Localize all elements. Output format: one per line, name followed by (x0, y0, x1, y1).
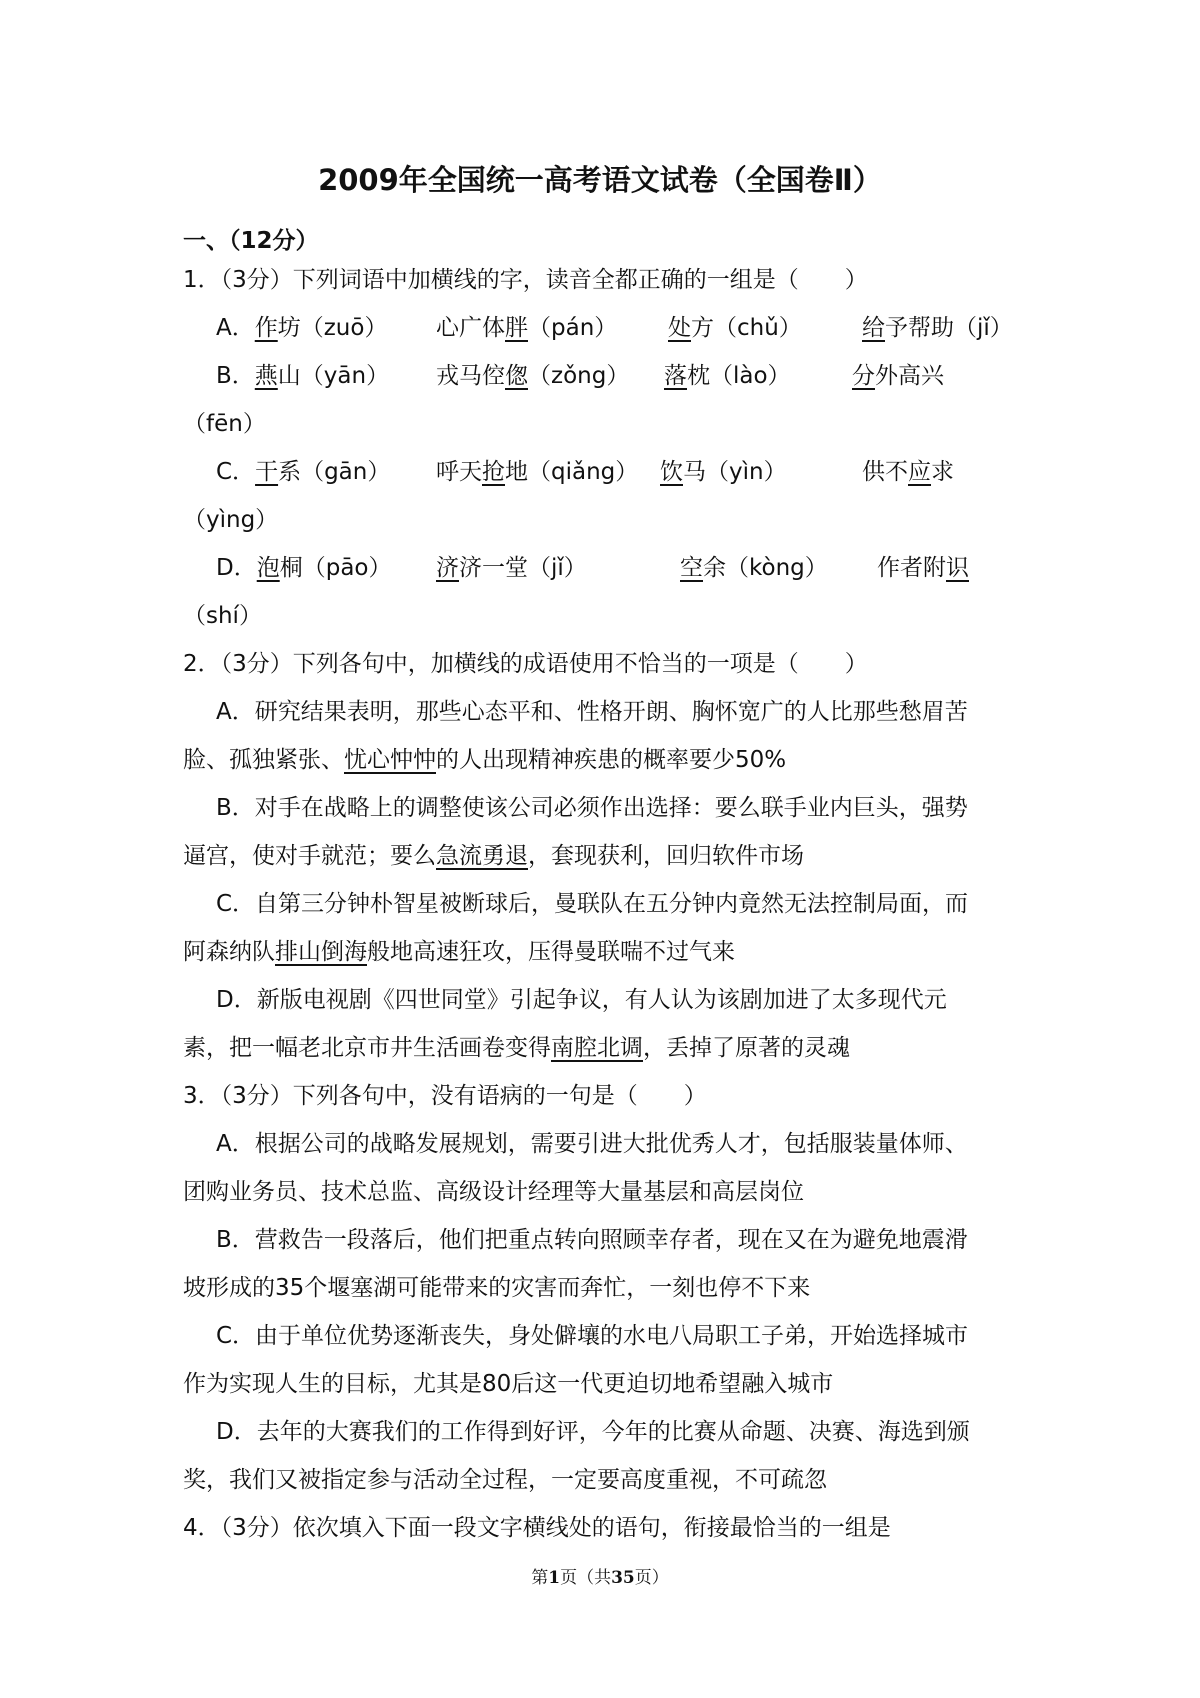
q1-option-a-3: 处方（chǔ） (668, 315, 802, 341)
q3-option-b-line2: 坡形成的35个堰塞湖可能带来的灾害而奔忙，一刻也停不下来 (183, 1275, 811, 1301)
q1-option-b-2: 戎马倥偬（zǒng） (436, 363, 630, 389)
q1-option-a-1: A．作坊（zuō） (216, 315, 388, 341)
q3-option-c-line1: C．由于单位优势逐渐丧失，身处僻壤的水电八局职工子弟，开始选择城市 (216, 1323, 969, 1349)
q3-option-c-line2: 作为实现人生的目标，尤其是80后这一代更迫切地希望融入城市 (183, 1371, 834, 1397)
page-footer: 第1页（共35页） (531, 1568, 669, 1588)
question-4-stem: 4．（3分）依次填入下面一段文字横线处的语句，衔接最恰当的一组是 (183, 1515, 891, 1541)
q2-option-b-line2: 逼宫，使对手就范；要么急流勇退，套现获利，回归软件市场 (183, 843, 804, 869)
question-2-stem: 2．（3分）下列各句中，加横线的成语使用不恰当的一项是（ ） (183, 651, 868, 677)
q3-option-a-line2: 团购业务员、技术总监、高级设计经理等大量基层和高层岗位 (183, 1179, 804, 1205)
question-1-stem: 1．（3分）下列词语中加横线的字，读音全都正确的一组是（ ） (183, 267, 868, 293)
q2-option-d-line1: D．新版电视剧《四世同堂》引起争议，有人认为该剧加进了太多现代元 (216, 987, 947, 1013)
q1-option-c-2: 呼天抢地（qiǎng） (436, 459, 639, 485)
q1-option-c-4: 供不应求 (862, 459, 954, 485)
q2-option-c-line2: 阿森纳队排山倒海般地高速狂攻，压得曼联喘不过气来 (183, 939, 735, 965)
q1-option-c-3: 饮马（yìn） (660, 459, 787, 485)
q2-option-d-line2: 素，把一幅老北京市井生活画卷变得南腔北调，丢掉了原著的灵魂 (183, 1035, 850, 1061)
q1-option-a-4: 给予帮助（jǐ） (862, 315, 1013, 341)
q2-option-a-line2: 脸、孤独紧张、忧心忡忡的人出现精神疾患的概率要少50% (183, 747, 787, 773)
q2-option-b-line1: B．对手在战略上的调整使该公司必须作出选择：要么联手业内巨头，强势 (216, 795, 968, 821)
q1-option-b-3: 落枕（lào） (664, 363, 791, 389)
question-3-stem: 3．（3分）下列各句中，没有语病的一句是（ ） (183, 1083, 707, 1109)
q1-option-a-2: 心广体胖（pán） (436, 315, 618, 341)
q1-option-d-2: 济济一堂（jǐ） (436, 555, 587, 581)
q1-option-b-1: B．燕山（yān） (216, 363, 390, 389)
q1-option-b-cont: （fēn） (183, 411, 266, 437)
q1-option-c-1: C．干系（gān） (216, 459, 391, 485)
q1-option-b-4: 分外高兴 (852, 363, 944, 389)
q1-option-d-3: 空余（kòng） (680, 555, 828, 581)
section-heading: 一、（12分） (183, 228, 319, 254)
q1-option-d-cont: （shí） (183, 603, 262, 629)
q2-option-a-line1: A．研究结果表明，那些心态平和、性格开朗、胸怀宽广的人比那些愁眉苦 (216, 699, 968, 725)
q3-option-a-line1: A．根据公司的战略发展规划，需要引进大批优秀人才，包括服装量体师、 (216, 1131, 968, 1157)
q3-option-b-line1: B．营救告一段落后，他们把重点转向照顾幸存者，现在又在为避免地震滑 (216, 1227, 968, 1253)
q1-option-d-4: 作者附识 (877, 555, 969, 581)
q3-option-d-line2: 奖，我们又被指定参与活动全过程，一定要高度重视，不可疏忽 (183, 1467, 827, 1493)
q1-option-d-1: D．泡桐（pāo） (216, 555, 392, 581)
q1-option-c-cont: （yìng） (183, 507, 279, 533)
q3-option-d-line1: D．去年的大赛我们的工作得到好评，今年的比赛从命题、决赛、海选到颁 (216, 1419, 970, 1445)
page-title: 2009年全国统一高考语文试卷（全国卷Ⅱ） (318, 163, 882, 197)
q2-option-c-line1: C．自第三分钟朴智星被断球后，曼联队在五分钟内竟然无法控制局面，而 (216, 891, 969, 917)
